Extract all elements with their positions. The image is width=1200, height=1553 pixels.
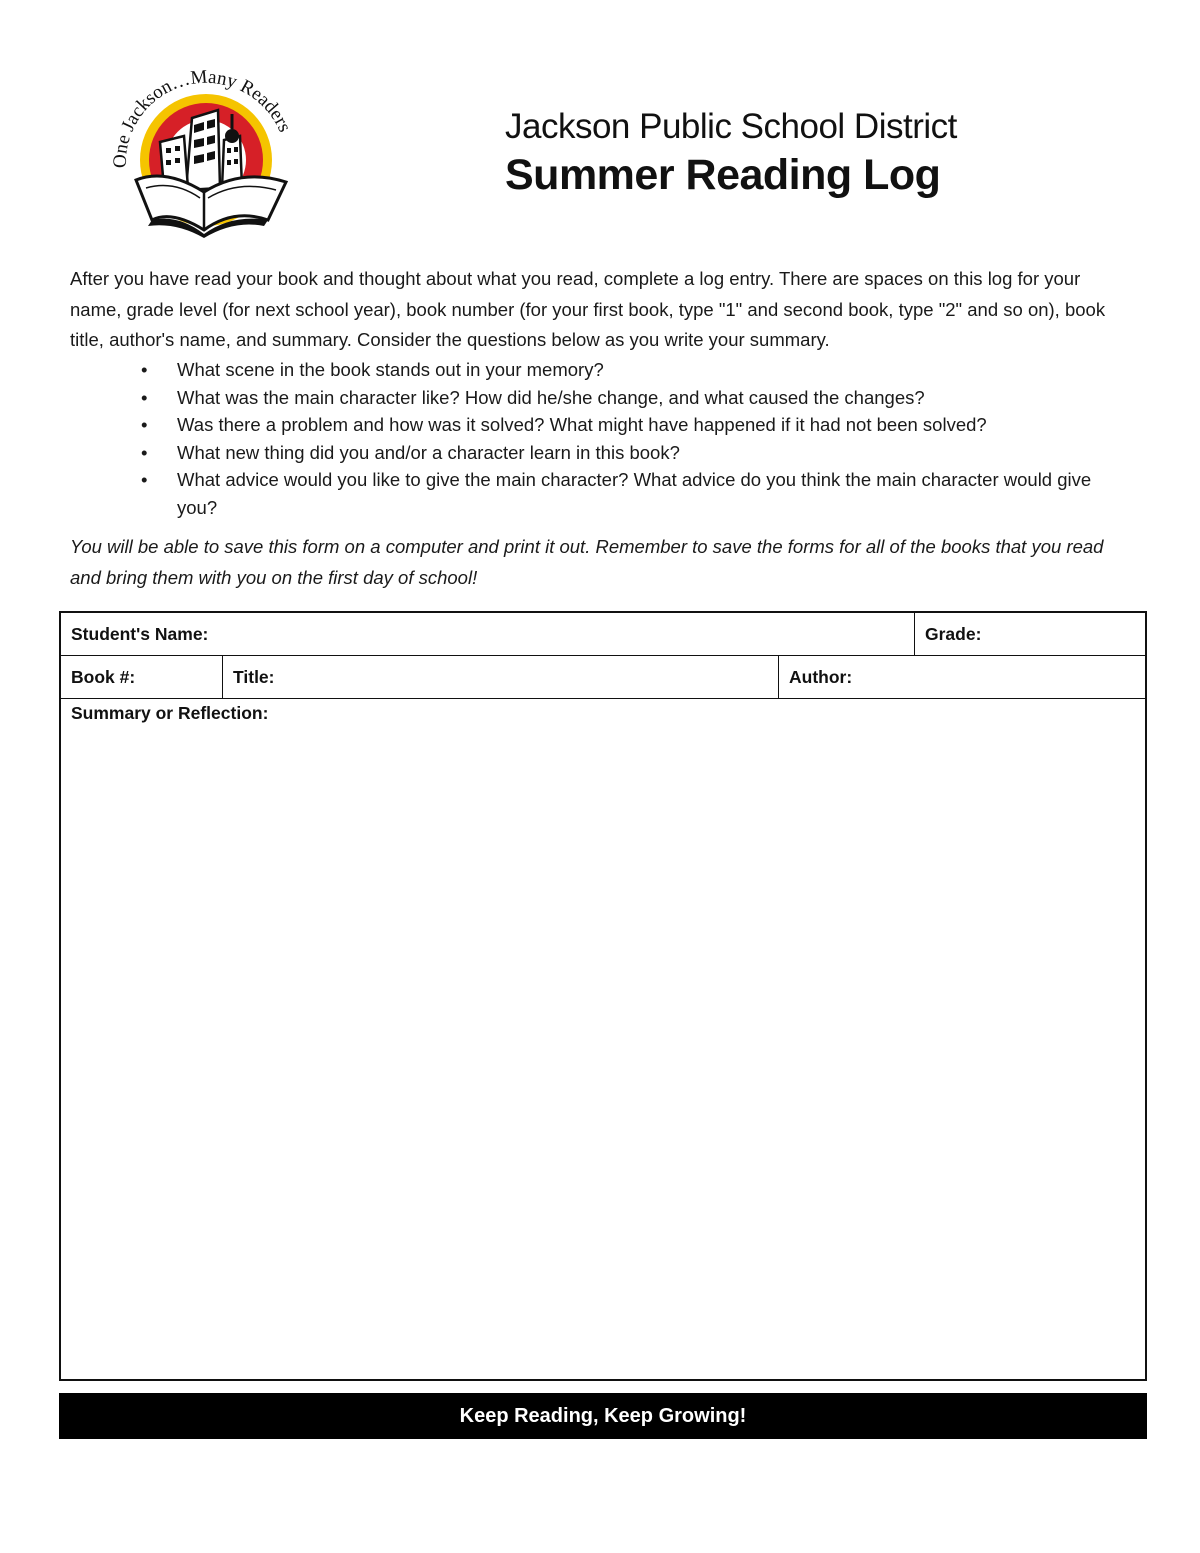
question-list: [70, 356, 1135, 521]
summary-label: Summary or Reflection:: [71, 703, 269, 723]
title-label: Title:: [233, 667, 275, 687]
list-item: • What new thing did you and/or a character learn in this book?: [70, 439, 1135, 467]
page-title: Summer Reading Log: [505, 151, 941, 199]
form-row-student: [61, 613, 1145, 656]
footer-slogan: Keep Reading, Keep Growing!: [459, 1404, 747, 1427]
district-name: Jackson Public School District: [505, 107, 957, 146]
author-label: Author:: [789, 667, 853, 687]
document-header: [505, 105, 1105, 201]
form-row-book: [61, 656, 1145, 699]
title-field[interactable]: [222, 656, 778, 698]
list-item: • What was the main character like? How did he/she change, and what caused the changes?: [70, 384, 1135, 412]
reading-log-form: [59, 611, 1147, 1381]
author-field[interactable]: [778, 656, 1145, 698]
open-book-city-logo-icon: [108, 70, 298, 240]
grade-field[interactable]: [914, 613, 1145, 655]
bullet-icon: •: [141, 414, 148, 435]
bullet-icon: •: [141, 441, 148, 463]
footer-slogan-band: [59, 1393, 1147, 1439]
bullet-icon: •: [141, 359, 148, 380]
instructions-paragraph: After you have read your book and thought about what you read, complete a log entry. There are spaces on this log for your name, grade level (for next school year), book number (for your first book, type "1" and second book, type "2" and so on), book title, author's name, and summary. Consider the questions below as you write your summary.: [70, 268, 1106, 350]
book-number-field[interactable]: [61, 656, 222, 698]
grade-label: Grade:: [925, 624, 982, 644]
list-item: • What advice would you like to give the main character? What advice do you think the main character would give you?: [70, 466, 1135, 521]
list-item: • Was there a problem and how was it solved? What might have happened if it had not been solved?: [70, 411, 1135, 439]
bullet-icon: •: [141, 386, 148, 408]
book-number-label: Book #:: [71, 667, 136, 687]
student-name-field[interactable]: [61, 613, 914, 655]
bullet-icon: •: [141, 469, 148, 490]
save-form-note: You will be able to save this form on a computer and print it out. Remember to save the forms for all of the books that you read and bring them with you on the first day of school!: [70, 536, 1104, 588]
student-name-label: Student's Name:: [71, 624, 209, 644]
summary-field[interactable]: [61, 699, 1145, 1379]
district-logo: [108, 70, 298, 240]
logo-ring-text: One Jackson…Many Readers: [109, 70, 296, 169]
list-item: • What scene in the book stands out in your memory?: [70, 356, 1135, 384]
